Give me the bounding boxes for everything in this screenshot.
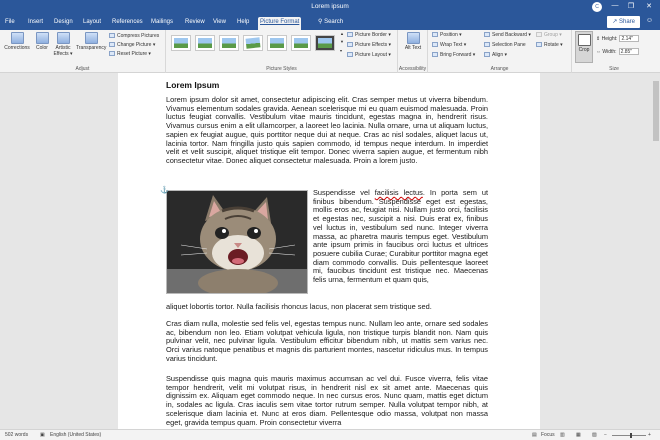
- vertical-scrollbar[interactable]: [652, 73, 660, 429]
- alt-text-icon: [407, 32, 420, 44]
- corrections-icon: [11, 32, 24, 44]
- zoom-out-icon[interactable]: −: [604, 432, 607, 438]
- share-icon: ↗: [612, 19, 618, 25]
- focus-icon[interactable]: ▤: [532, 432, 537, 438]
- size-group: [572, 30, 656, 73]
- close-button[interactable]: ✕: [646, 3, 652, 10]
- position-button[interactable]: Position ▾: [432, 31, 462, 39]
- width-input[interactable]: 2.85": [619, 48, 639, 55]
- width-icon: ⇔: [596, 49, 601, 55]
- align-button[interactable]: Align ▾: [484, 51, 507, 59]
- rotate-icon: [536, 42, 542, 47]
- wrap-text-icon: [432, 42, 438, 47]
- ribbon-tabs: [0, 15, 660, 30]
- group-icon: [536, 32, 542, 37]
- zoom-slider-thumb[interactable]: [630, 433, 632, 438]
- search-box[interactable]: [318, 17, 343, 28]
- send-backward-button[interactable]: Send Backward ▾: [484, 31, 531, 39]
- paragraph-4[interactable]: Suspendisse quis magna quis mauris maximus accumsan ac vel dui. Fusce viverra, felis vitae tempor hendrerit, velit mi volutpat risus, in hendrerit nisl ex sit amet ante. Maecenas quis dignissim ex. Aliquam eget commodo neque. In nec cursus eros. Nunc quam, mattis eget dictum in, sodales ac ligula. Cras iaculis sem vitae tortor rutrum semper. Nulla volutpat tempor nibh, at scelerisque diam lacinia et. Nunc at eros diam. Pellentesque odio massa, volutpat non massa eget, gravida tempus quam. Proin consectetur viverra: [166, 374, 488, 427]
- minimize-button[interactable]: —: [611, 2, 619, 9]
- window-title: Lorem ipsum: [311, 3, 349, 10]
- print-layout-icon[interactable]: ▦: [576, 432, 581, 438]
- restore-button[interactable]: ❐: [627, 3, 635, 10]
- picture-style-thumb[interactable]: [315, 35, 335, 51]
- styles-scroll-down-icon[interactable]: ▼: [340, 39, 344, 44]
- language-indicator[interactable]: English (United States): [50, 432, 102, 438]
- paragraph-2-tail[interactable]: aliquet lobortis tortor. Nulla facilisis rhoncus lacus, non placerat sem tristique sed.: [166, 302, 432, 311]
- tab-mailings[interactable]: Mailings: [151, 19, 174, 25]
- reset-picture-button[interactable]: Reset Picture ▾: [109, 50, 151, 58]
- zoom-in-icon[interactable]: +: [648, 432, 651, 438]
- kitten-photo[interactable]: [166, 190, 308, 294]
- wrap-text-button[interactable]: Wrap Text ▾: [432, 41, 466, 49]
- picture-layout-button[interactable]: Picture Layout ▾: [347, 51, 391, 59]
- tab-picture-format[interactable]: Picture Format: [258, 17, 301, 30]
- adjust-group-label: Adjust: [75, 66, 90, 72]
- web-layout-icon[interactable]: ▧: [592, 432, 597, 438]
- picture-style-thumb[interactable]: [291, 35, 311, 51]
- picture-style-thumb[interactable]: [267, 35, 287, 51]
- picture-effects-icon: [347, 42, 353, 47]
- crop-button[interactable]: Crop: [575, 31, 593, 63]
- arrange-group: [428, 30, 572, 73]
- rotate-button[interactable]: Rotate ▾: [536, 41, 563, 49]
- search-label: Search: [324, 19, 344, 25]
- picture-style-thumb[interactable]: [219, 35, 239, 51]
- title-bar: [0, 0, 660, 15]
- corrections-button[interactable]: Corrections: [4, 32, 30, 51]
- share-label: Share: [618, 19, 635, 25]
- bring-forward-button[interactable]: Bring Forward ▾: [432, 51, 475, 59]
- tab-references[interactable]: References: [112, 19, 143, 25]
- picture-style-thumb[interactable]: [243, 35, 263, 51]
- height-field[interactable]: ⇕ Height: 2.14": [596, 35, 639, 43]
- reset-icon: [109, 51, 115, 56]
- document-page[interactable]: [118, 73, 540, 429]
- arrange-group-label: Arrange: [490, 66, 509, 72]
- size-group-label: Size: [609, 66, 619, 72]
- feedback-icon[interactable]: ☺: [645, 17, 653, 24]
- tab-file[interactable]: File: [5, 19, 15, 25]
- tab-help[interactable]: Help: [237, 19, 250, 25]
- bring-forward-icon: [432, 52, 438, 57]
- adjust-group: [0, 30, 166, 73]
- styles-more-icon[interactable]: ▾: [340, 48, 343, 53]
- picture-style-thumb[interactable]: [171, 35, 191, 51]
- tab-layout[interactable]: Layout: [83, 19, 102, 25]
- tab-view[interactable]: View: [213, 19, 226, 25]
- picture-style-thumb[interactable]: [195, 35, 215, 51]
- tab-review[interactable]: Review: [185, 19, 205, 25]
- zoom-slider[interactable]: [612, 435, 646, 436]
- align-icon: [484, 52, 490, 57]
- selection-pane-icon: [484, 42, 490, 47]
- accessibility-group: [398, 30, 428, 73]
- paragraph-1[interactable]: Lorem ipsum dolor sit amet, consectetur adipiscing elit. Cras semper metus ut viverra bibendum. Vivamus elementum sodales gravida. Aenean scelerisque mi eu quam euismod malesuada. Proin luctus feugiat convallis. Vestibulum vitae mauris tincidunt, egestas magna in, hendrerit risus. Vivamus cursus enim a elit ullamcorper, a laoreet leo lacinia. Nulla ornare, urna ut aliquam luctus, sapien ex feugiat augue, quis porttitor neque dui at neque. Cras ac nisl sodales, aliquet lacus ut, lacinia tortor. Nam fringilla justo quis sapien commodo, id tempus neque interdum. In imperdiet velit et velit suscipit, aliquet tristique elit tempor. Donec viverra sapien augue, et fermentum nibh consectetur vitae. Donec aliquet consectetur malesuada. Proin a lorem justo.: [166, 95, 488, 165]
- read-mode-icon[interactable]: ▥: [560, 432, 565, 438]
- picture-border-button[interactable]: Picture Border ▾: [347, 31, 391, 39]
- ribbon: [0, 30, 660, 73]
- artistic-effects-button[interactable]: Artistic Effects ▾: [52, 32, 74, 57]
- avatar[interactable]: C: [592, 2, 602, 12]
- height-icon: ⇕: [596, 36, 601, 42]
- transparency-button[interactable]: Transparency: [76, 32, 106, 51]
- tab-design[interactable]: Design: [54, 19, 73, 25]
- transparency-icon: [85, 32, 98, 44]
- search-icon: ⚲: [318, 19, 323, 25]
- picture-styles-group-label: Picture Styles: [266, 66, 297, 72]
- artistic-effects-icon: [57, 32, 70, 44]
- compress-icon: [109, 33, 115, 38]
- position-icon: [432, 32, 438, 37]
- proofing-icon[interactable]: ▣: [40, 432, 45, 438]
- paragraph-2-wrapped[interactable]: Suspendisse vel facilisis lectus. In porta sem ut finibus bibendum. Suspendisse eget est egestas, mollis eros ac, feugiat nisi. Nullam justo orci, facilisis et egestas nec, suscipit a nisi. Duis erat ex, finibus vel luctus in, vestibulum sed nunc. Integer viverra massa, ac pharetra mauris tempus eget. Vestibulum ante ipsum primis in faucibus orci luctus et ultrices posuere cubilia Curae; Curabitur porttitor magna eget diam commodo convallis. Duis pellentesque laoreet mi, faucibus tincidunt est tristique nec. Maecenas felis urna, fermentum et quam quis,: [313, 188, 489, 285]
- crop-icon: [578, 34, 591, 46]
- picture-layout-icon: [347, 52, 353, 57]
- change-picture-button[interactable]: Change Picture ▾: [109, 41, 155, 49]
- change-picture-icon: [109, 42, 115, 47]
- send-backward-icon: [484, 32, 490, 37]
- picture-border-icon: [347, 32, 353, 37]
- paragraph-3[interactable]: Cras diam nulla, molestie sed felis vel, egestas tempus nunc. Nullam leo ante, ornare sed sodales ac, bibendum non leo. Etiam volutpat vehicula ligula, non tristique turpis blandit non. Nam quis pulvinar velit, nec pulvinar ligula. Vestibulum efficitur bibendum nibh, ut mattis sem varius nec. Orci varius natoque penatibus et magnis dis parturient montes, nascetur ridiculus mus. In tempus varius tincidunt.: [166, 319, 488, 363]
- focus-mode-button[interactable]: Focus: [541, 432, 555, 438]
- kitten-image: [167, 191, 308, 294]
- height-input[interactable]: 2.14": [619, 35, 639, 42]
- width-field[interactable]: ⇔ Width: 2.85": [596, 48, 639, 56]
- picture-styles-group: [166, 30, 398, 73]
- share-button[interactable]: [607, 16, 640, 28]
- color-button[interactable]: Color: [33, 32, 51, 51]
- accessibility-group-label: Accessibility: [398, 66, 427, 72]
- compress-pictures-button[interactable]: Compress Pictures: [109, 32, 159, 40]
- selection-pane-button[interactable]: Selection Pane: [484, 41, 526, 49]
- scrollbar-thumb[interactable]: [653, 81, 659, 141]
- alt-text-button[interactable]: Alt Text: [402, 32, 424, 51]
- color-icon: [36, 32, 49, 44]
- picture-effects-button[interactable]: Picture Effects ▾: [347, 41, 391, 49]
- tab-insert[interactable]: Insert: [28, 19, 44, 25]
- status-bar: [0, 429, 660, 440]
- spelling-error[interactable]: facilisis lectus: [374, 188, 423, 197]
- word-count[interactable]: 502 words: [5, 432, 29, 438]
- document-canvas[interactable]: [0, 73, 652, 429]
- document-title[interactable]: Lorem Ipsum: [166, 80, 220, 90]
- group-button[interactable]: Group ▾: [536, 31, 562, 39]
- anchor-icon[interactable]: ⚓: [160, 187, 169, 194]
- styles-scroll-up-icon[interactable]: ▲: [340, 31, 344, 36]
